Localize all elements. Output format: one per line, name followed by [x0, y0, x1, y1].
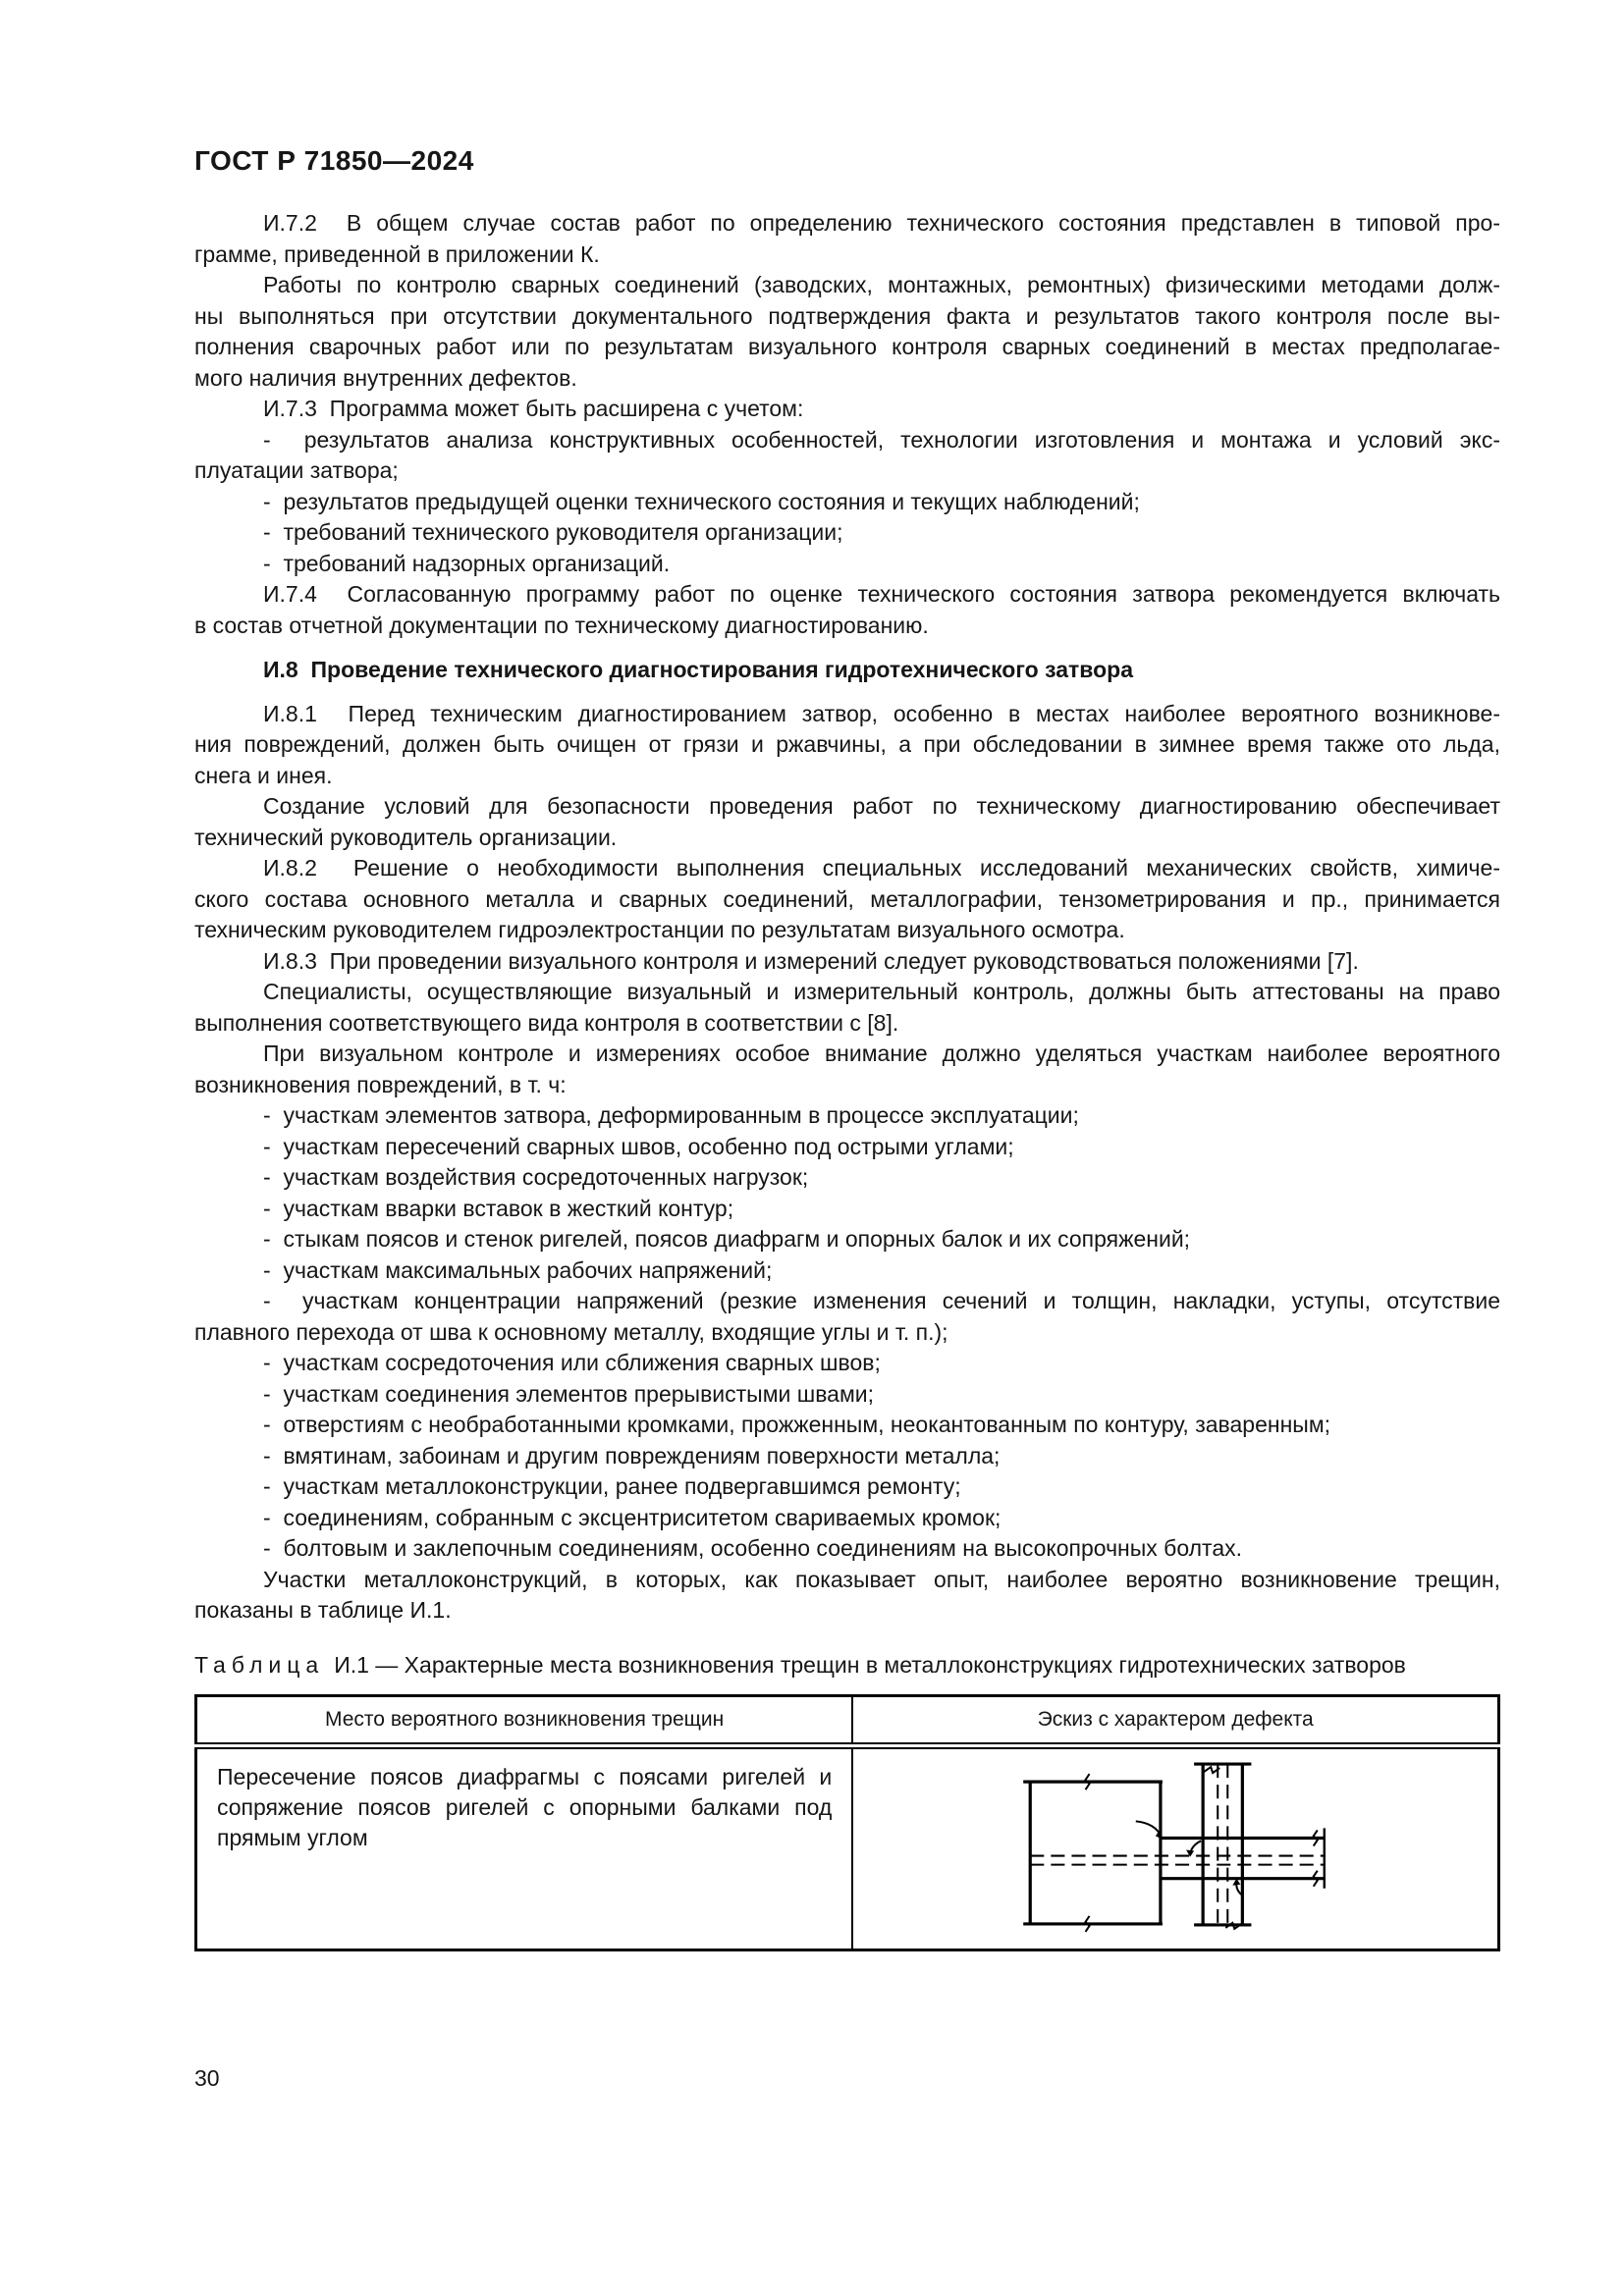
- table-caption: [194, 1652, 1500, 1679]
- text-line: - результатов предыдущей оценки технического состояния и текущих наблюдений;: [263, 488, 1140, 514]
- text-line: И.8.3 При проведении визуального контроля и измерений следует руководствоваться положениями [7].: [263, 947, 1359, 974]
- text-line: мого наличия внутренних дефектов.: [194, 364, 577, 391]
- text-line: показаны в таблице И.1.: [194, 1597, 452, 1623]
- page-number: 30: [194, 2065, 220, 2091]
- text-line: техническим руководителем гидроэлектростанции по результатам визуального осмотра.: [194, 917, 1125, 942]
- text-line: - участкам вварки вставок в жесткий контур;: [263, 1195, 734, 1221]
- text-line: - вмятинам, забоинам и другим повреждениям поверхности металла;: [263, 1442, 1001, 1468]
- text-line: При визуальном контроле и измерениях особое внимание должно уделяться участкам наиболее вероятного: [263, 1041, 1500, 1066]
- text-line: - участкам соединения элементов прерывистыми швами;: [263, 1380, 875, 1407]
- text-line: - участкам металлоконструкции, ранее подвергавшимся ремонту;: [263, 1473, 961, 1499]
- text-line: И.7.3 Программа может быть расширена с учетом:: [263, 396, 804, 421]
- text-line: ского состава основного металла и сварных соединений, металлографии, тензометрирования и пр., принимается: [194, 885, 1500, 912]
- text-line: - требований надзорных организаций.: [263, 550, 671, 576]
- table-caption-text: И.1 — Характерные места возникновения трещин в металлоконструкциях гидротехнических затворов: [334, 1651, 1406, 1678]
- text-line: Участки металлоконструкций, в которых, как показывает опыт, наиболее вероятно возникновение трещин,: [263, 1566, 1500, 1592]
- text-line: - участкам пересечений сварных швов, особенно под острыми углами;: [263, 1133, 1014, 1159]
- text-line: - участкам воздействия сосредоточенных нагрузок;: [263, 1164, 809, 1190]
- table-caption-word: Таблица: [194, 1651, 325, 1678]
- text-line: грамме, приведенной в приложении К.: [194, 240, 600, 267]
- defect-sketch: [1017, 1751, 1333, 1939]
- text-line: - отверстиям с необработанными кромками, прожженным, неокантованным по контуру, заваренным;: [263, 1412, 1331, 1437]
- text-line: снега и инея.: [194, 762, 333, 788]
- defect-sketch-cell: [852, 1745, 1498, 1949]
- text-line: технический руководитель организации.: [194, 824, 618, 850]
- crack-location-cell: Пересечение поясов диафрагмы с поясами ригелей и сопряжение поясов ригелей с опорными балками под прямым углом: [196, 1745, 853, 1949]
- text-line: - участкам элементов затвора, деформированным в процессе эксплуатации;: [263, 1102, 1079, 1128]
- text-line: ния повреждений, должен быть очищен от грязи и ржавчины, а при обследовании в зимнее время также ото льда,: [194, 731, 1500, 757]
- text-line: - стыкам поясов и стенок ригелей, поясов диафрагм и опорных балок и их сопряжений;: [263, 1226, 1191, 1252]
- text-line: возникновения повреждений, в т. ч:: [194, 1071, 567, 1097]
- text-line: И.7.4 Согласованную программу работ по оценке технического состояния затвора рекомендуется включать: [263, 581, 1500, 607]
- text-line: - соединениям, собранным с эксцентриситетом свариваемых кромок;: [263, 1504, 1001, 1530]
- table-row: [196, 1745, 1499, 1949]
- text-line: - участкам максимальных рабочих напряжений;: [263, 1256, 773, 1283]
- text-line: И.8.1 Перед техническим диагностированием затвор, особенно в местах наиболее вероятного возникнове-: [263, 700, 1500, 726]
- table-header-row: [196, 1695, 1499, 1745]
- defect-locations-table: [194, 1694, 1500, 1951]
- text-line: плуатации затвора;: [194, 457, 399, 483]
- text-line: И.8.2 Решение о необходимости выполнения специальных исследований механических свойств, химиче-: [263, 855, 1500, 881]
- body-text-block: [194, 208, 1500, 1627]
- text-line: - болтовым и заклепочным соединениям, особенно соединениям на высокопрочных болтах.: [263, 1535, 1243, 1561]
- text-line: Создание условий для безопасности проведения работ по техническому диагностированию обеспечивает: [263, 793, 1500, 819]
- text-line: ны выполняться при отсутствии документального подтверждения факта и результатов такого контроля после вы-: [194, 302, 1500, 329]
- text-line: плавного перехода от шва к основному металлу, входящие углы и т. п.);: [194, 1318, 948, 1345]
- column-header-place: Место вероятного возникновения трещин: [196, 1695, 853, 1745]
- text-line: Специалисты, осуществляющие визуальный и измерительный контроль, должны быть аттестованы на право: [263, 979, 1500, 1004]
- text-line: И.7.2 В общем случае состав работ по определению технического состояния представлен в типовой про-: [263, 210, 1500, 236]
- text-line: полнения сварочных работ или по результатам визуального контроля сварных соединений в местах предполагае-: [194, 334, 1500, 359]
- text-line: - результатов анализа конструктивных особенностей, технологии изготовления и монтажа и условий экс-: [263, 426, 1500, 453]
- column-header-sketch: Эскиз с характером дефекта: [852, 1695, 1498, 1745]
- section-heading: И.8 Проведение технического диагностирования гидротехнического затвора: [263, 657, 1133, 682]
- text-line: в состав отчетной документации по техническому диагностированию.: [194, 612, 929, 638]
- text-line: - участкам концентрации напряжений (резкие изменения сечений и толщин, накладки, уступы, отсутствие: [263, 1288, 1500, 1313]
- text-line: - требований технического руководителя организации;: [263, 519, 843, 545]
- text-line: выполнения соответствующего вида контроля в соответствии с [8].: [194, 1009, 899, 1036]
- text-line: Работы по контролю сварных соединений (заводских, монтажных, ремонтных) физическими методами долж-: [263, 272, 1500, 297]
- text-line: - участкам сосредоточения или сближения сварных швов;: [263, 1350, 881, 1375]
- standard-code-header: ГОСТ Р 71850—2024: [194, 145, 474, 176]
